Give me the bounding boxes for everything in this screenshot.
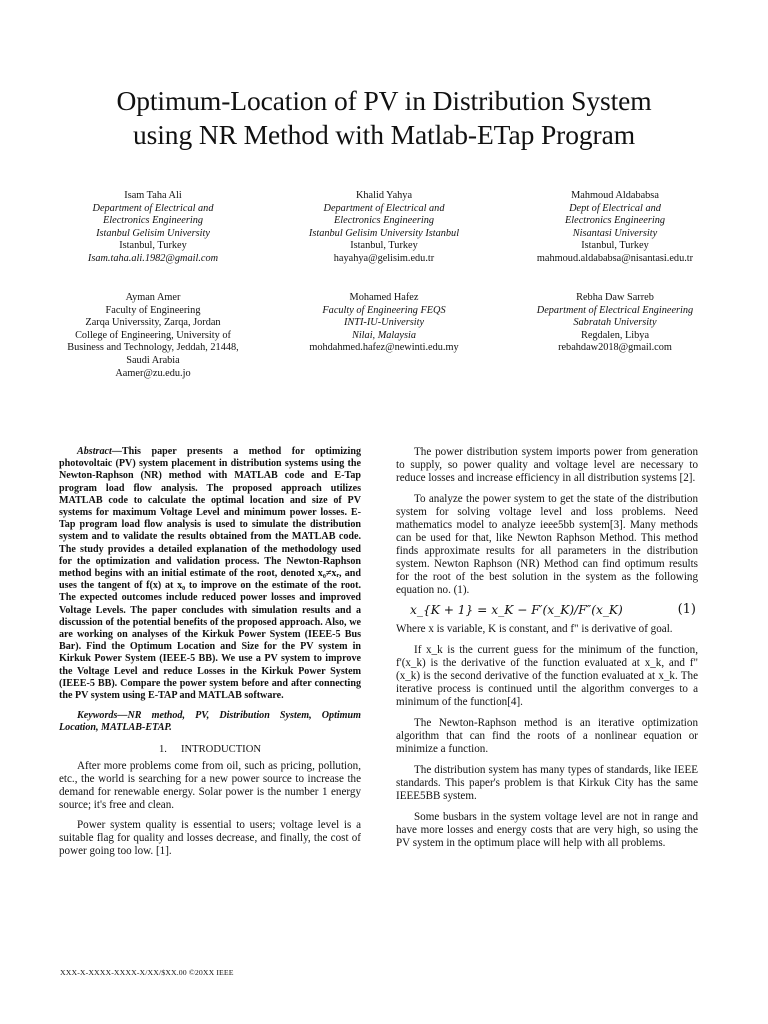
author-email[interactable]: mohdahmed.hafez@newinti.edu.my	[309, 342, 459, 354]
author-affiliation: Zarqa Universsity, Zarqa, Jordan	[85, 317, 221, 329]
author-name: Ayman Amer	[125, 292, 181, 303]
equation-body: x_{K + 1} = x_K − F′(x_K)/F″(x_K)	[410, 603, 623, 618]
author-department: Electronics Engineering	[334, 215, 434, 227]
author-department: Department of Electrical and	[92, 202, 214, 214]
author-email[interactable]: mahmoud.aldababsa@nisantasi.edu.tr	[536, 252, 694, 264]
author-name: Mohamed Hafez	[349, 292, 419, 303]
author-affiliation: Saudi Arabia	[126, 354, 180, 366]
left-column	[59, 446, 361, 866]
author-block	[38, 190, 268, 266]
body-paragraph: The power distribution system imports power from generation to supply, so power quality and voltage level are necessary to reduce losses and increase efficiency in all distribution systems [2].	[396, 446, 698, 484]
title-line-2: using NR Method with Matlab-ETap Program	[133, 119, 635, 150]
body-paragraph: Some busbars in the system voltage level are not in range and have more losses and energy costs that are very high, so using the PV system in the optimum place will help with all problems.	[396, 810, 698, 849]
abstract-text: —This paper presents a method for optimizing photovoltaic (PV) system placement in distribution systems using the Newton-Raphson (NR) method with MATLAB code and E-Tap program load flow analysis. The proposed approach utilizes MATLAB code to calculate the optimal location and size of PV systems for maximum Voltage Level and minimum power losses. E-Tap program load flow analysis is used to simulate the distribution system and to validate the results obtained from the MATLAB code. The study provides a detailed explanation of the methodology used for the optimization and validation process. The Newton-Raphson method begins with an initial estimate of the root, denoted x₀≠xᵣ, and uses the tangent of f(x) at x₀ to improve on the estimate of the root. The expected outcomes include reduced power losses and improved Voltage Levels. The paper concludes with simulation results and a discussion of the potential benefits of the proposed approach. Also, we are working on analyses of the Kirkuk Power System (IEEE-5 Bus Bar). Find the Optimum Location and Size for the PV system in Kirkuk Power System (IEEE-5 BB). We use a PV system to improve the Voltage Level and reduce Losses in the Kirkuk Power System (IEEE-5 BB). Compare the power system before and after connecting the PV system using E-TAP and MATLAB software.	[59, 446, 361, 702]
author-affiliation: Department of Electrical Engineering	[536, 304, 694, 316]
paper-title	[40, 84, 728, 152]
author-department: Electronics Engineering	[103, 215, 203, 227]
author-organization: Istanbul Gelisim University	[96, 227, 210, 239]
author-affiliation: INTI-IU-University	[343, 317, 425, 329]
body-paragraph: After more problems come from oil, such as pricing, pollution, etc., the world is searching for a new power source to increase the demand for renewable energy. Solar power is the number 1 energy source; it's free and clean.	[59, 759, 361, 811]
author-name: Isam Taha Ali	[124, 190, 182, 201]
equation-note: Where x is variable, K is constant, and f" is derivative of goal.	[396, 623, 673, 636]
author-name: Mahmoud Aldababsa	[571, 190, 659, 201]
author-block	[500, 190, 730, 266]
author-affiliation: Nilai, Malaysia	[351, 329, 417, 341]
author-affiliation: Business and Technology, Jeddah, 21448,	[67, 342, 239, 354]
keywords: Keywords—NR method, PV, Distribution System, Optimum Location, MATLAB-ETAP.	[59, 710, 361, 734]
author-department: Dept of Electrical and	[569, 202, 661, 214]
author-name: Rebha Daw Sarreb	[576, 292, 654, 303]
author-organization: Istanbul Gelisim University Istanbul	[308, 227, 460, 239]
equation-number: (1)	[677, 602, 696, 618]
section-title-rest: NTRODUCTION	[184, 743, 261, 755]
author-name: Khalid Yahya	[355, 190, 413, 201]
right-column	[396, 446, 698, 858]
author-department: Department of Electrical and	[323, 202, 445, 214]
author-email[interactable]: Isam.taha.ali.1982@gmail.com	[87, 252, 219, 264]
author-email[interactable]: Aamer@zu.edu.jo	[115, 367, 191, 379]
body-paragraph: Power system quality is essential to users; voltage level is a suitable flag for quality and losses decrease, and finally, the cost of power going too low. [1].	[59, 819, 361, 858]
body-paragraph: If x_k is the current guess for the minimum of the function, f'(x_k) is the derivative of the function evaluated at x_k, and f"(x_k) is the second derivative of the function evaluated at x_k. The iterative process is continued until the algorithm converges to a minimum of the function[4].	[396, 644, 698, 709]
author-email[interactable]: rebahdaw2018@gmail.com	[558, 342, 672, 354]
title-line-1: Optimum-Location of PV in Distribution System	[116, 85, 652, 116]
copyright-footer: XXX-X-XXXX-XXXX-X/XX/$XX.00 ©20XX IEEE	[60, 968, 234, 977]
section-heading	[59, 743, 361, 756]
author-block	[500, 292, 730, 355]
author-location: Istanbul, Turkey	[350, 240, 418, 252]
author-block	[269, 190, 499, 266]
author-block	[38, 292, 268, 380]
section-title-initial: I	[180, 743, 185, 755]
author-affiliation: College of Engineering, University of	[75, 329, 231, 341]
author-email[interactable]: hayahya@gelisim.edu.tr	[333, 252, 435, 264]
author-block	[269, 292, 499, 355]
author-organization: Nisantasi University	[572, 227, 658, 239]
author-affiliation: Faculty of Engineering	[105, 304, 201, 316]
author-department: Electronics Engineering	[565, 215, 665, 227]
author-affiliation: Faculty of Engineering FEQS	[322, 304, 446, 316]
body-paragraph: The Newton-Raphson method is an iterative optimization algorithm that can find the roots of a nonlinear equation or minimize a function.	[396, 717, 698, 756]
equation-1	[396, 604, 698, 617]
section-number: 1.	[159, 743, 167, 755]
body-paragraph: To analyze the power system to get the state of the distribution system for solving voltage level and loss problems. Need mathematics model to analyze ieee5bb system[3]. Many methods can be used for that, like Newton Raphson Method. This method finds approximate results for all parameters in the distribution system. Newton Raphson (NR) Method can find optimum results for the root of the best solution in the system as the following equation no. (1).	[396, 492, 698, 596]
author-affiliation: Sabratah University	[573, 317, 657, 329]
abstract	[59, 446, 361, 702]
author-location: Istanbul, Turkey	[119, 240, 187, 252]
body-paragraph: The distribution system has many types of standards, like IEEE standards. This paper's problem is that Kirkuk City has the same IEEE5BB system.	[396, 764, 698, 802]
author-affiliation: Regdalen, Libya	[580, 329, 650, 341]
abstract-lead: Abstract	[77, 446, 112, 457]
author-location: Istanbul, Turkey	[581, 240, 649, 252]
